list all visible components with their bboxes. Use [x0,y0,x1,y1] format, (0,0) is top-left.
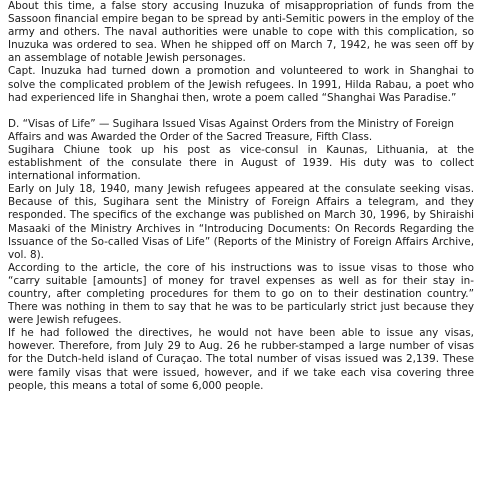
section-heading-visas-of-life: D. “Visas of Life” — Sugihara Issued Visas Against Orders from the Ministry of Foreign Affairs and was Awarded the Order of the Sacred Treasure, Fifth Class. [8,117,455,143]
paragraph-instructions: According to the article, the core of his instructions was to issue visas to those who “carry suitable [amounts] of money for travel expenses as well as for their stay in-country, after completing procedures for them to go on to their destination country.” There was nothing in them to say that he was to be particularly strict just because they were Jewish refugees. [8,261,474,327]
paragraph-inuzuka-false-story: About this time, a false story accusing Inuzuka of misappropriation of funds from the Sassoon financial empire began to be spread by anti-Semitic powers in the employ of the army and others. The naval authorities were unable to cope with this complication, so Inuzuka was ordered to sea. When he shipped off on March 7, 1942, he was seen off by an assemblage of notable Jewish personages. [8,0,474,65]
paragraph-sugihara-post: Sugihara Chiune took up his post as vice-consul in Kaunas, Lithuania, at the establishment of the consulate there in August of 1939. His duty was to collect international information. [8,143,474,183]
paragraph-refugees-seeking-visas: Early on July 18, 1940, many Jewish refugees appeared at the consulate seeking visas. Because of this, Sugihara sent the Ministry of Foreign Affairs a telegram, and they responded. The specifics of the exchange was published on March 30, 1996, by Shiraishi Masaaki of the Ministry Archives in “Introducing Documents: On Records Regarding the Issuance of the So-called Visas of Life” (Reports of the Ministry of Foreign Affairs Archive, vol. 8). [8,183,474,261]
paragraph-visas-issued: If he had followed the directives, he would not have been able to issue any visas, however. Therefore, from July 29 to Aug. 26 he rubber-stamped a large number of visas for the Dutch-held island of Curaçao. The total number of visas issued was 2,139. These were family visas that were issued, however, and if we take each visa covering three people, this means a total of some 6,000 people. [8,327,474,392]
paragraph-gap [8,105,474,118]
paragraph-inuzuka-volunteer: Capt. Inuzuka had turned down a promotion and volunteered to work in Shanghai to solve the complicated problem of the Jewish refugees. In 1991, Hilda Rabau, a poet who had experienced life in Shanghai then, wrote a poem called “Shanghai Was Paradise.” [8,65,474,104]
